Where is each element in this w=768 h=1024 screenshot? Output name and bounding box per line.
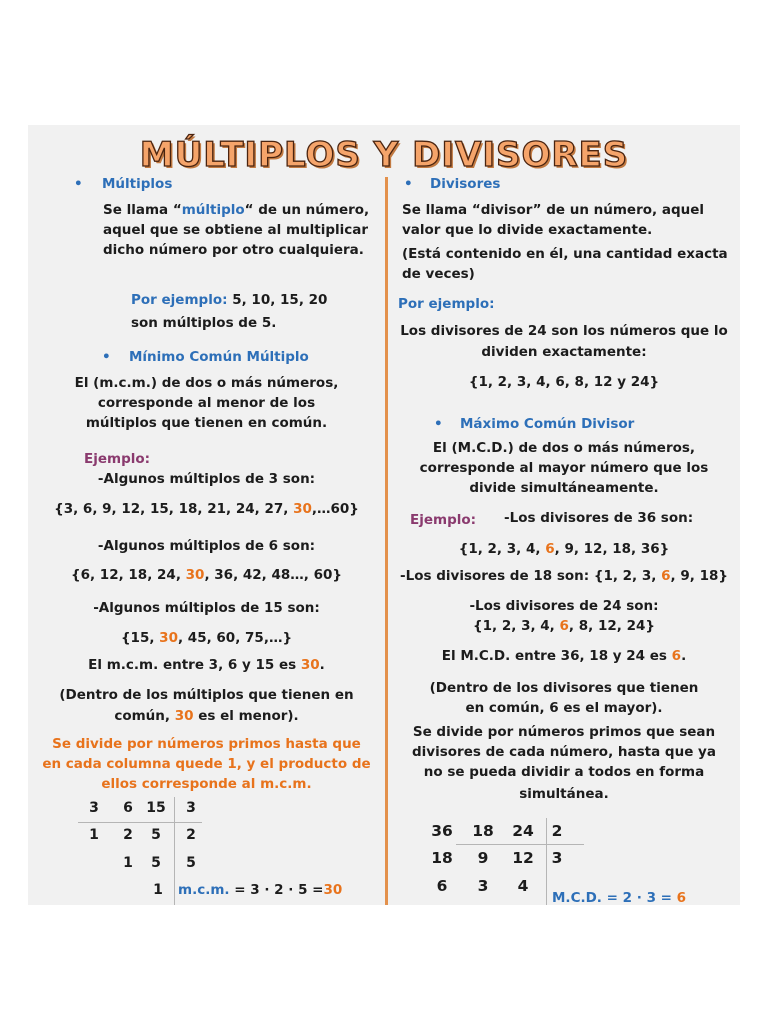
ejemplo-label-right: Ejemplo: [410, 512, 477, 528]
divisor-definition-line4: de veces) [402, 266, 475, 282]
mcm-divisor: 3 [186, 800, 196, 816]
mcm-divisor: 5 [186, 855, 196, 871]
mcd-divisor: 2 [551, 822, 563, 840]
mcd-table-cell: 18 [472, 822, 494, 840]
mcd-note-line2: en común, 6 es el mayor). [465, 700, 663, 716]
highlight-value: 6 [661, 568, 671, 584]
set-text: {6, 12, 18, 24, [70, 567, 186, 583]
multiplo-definition-line3: dicho número por otro cualquiera. [103, 242, 364, 258]
result-formula: M.C.D. = 2 · 3 = [552, 890, 677, 905]
mcd-table-vertical-rule [546, 818, 547, 905]
mcd-definition-line2: corresponde al mayor número que los [419, 460, 709, 476]
mcm-table-vertical-rule [174, 797, 175, 905]
mcd-table-cell: 4 [517, 877, 529, 895]
mcm-table-result [178, 881, 342, 899]
divisor-example-line1: Los divisores de 24 son los números que lo [400, 323, 728, 339]
mcm-table-cell: 6 [123, 800, 133, 816]
def-text: Se llama “ [103, 202, 182, 218]
multiples-of-3-set [28, 500, 385, 518]
highlight-value: 30 [174, 708, 194, 724]
mcm-note-line2 [28, 707, 385, 725]
result-text: El m.c.m. entre 3, 6 y 15 es [88, 657, 301, 673]
set-text: {1, 2, 3, 4, [458, 541, 546, 557]
mcm-table-cell: 1 [89, 827, 99, 843]
mcm-note-line1: (Dentro de los múltiplos que tienen en [59, 687, 354, 703]
set-text: , 45, 60, 75,…} [177, 630, 293, 646]
result-text: El M.C.D. entre 36, 18 y 24 es [441, 648, 672, 664]
bullet-mcd: • [434, 416, 443, 432]
mcm-method-line1: Se divide por números primos hasta que [52, 736, 361, 752]
multiples-of-15-title: -Algunos múltiplos de 15 son: [93, 600, 320, 616]
example-values: 5, 10, 15, 20 [227, 292, 328, 308]
result-label: m.c.m. [178, 882, 230, 898]
divisor-definition-line2: valor que lo divide exactamente. [402, 222, 653, 238]
multiplo-example-line2: son múltiplos de 5. [131, 315, 277, 331]
mcd-divisor: 3 [551, 849, 563, 867]
example-label: Por ejemplo: [131, 292, 228, 308]
note-text: común, [114, 708, 175, 724]
multiples-of-15-set [28, 629, 385, 647]
highlight-value: 30 [159, 630, 178, 646]
bullet-multiplos: • [74, 176, 83, 192]
set-text: , 9, 18} [670, 568, 728, 584]
mcd-note-line1: (Dentro de los divisores que tienen [429, 680, 699, 696]
mcm-table-cell: 5 [151, 827, 161, 843]
mcd-result [388, 647, 740, 665]
mcm-table-cell: 15 [146, 800, 166, 816]
divisors-of-36-title: -Los divisores de 36 son: [504, 510, 694, 526]
mcd-table-cell: 36 [431, 822, 453, 840]
mcd-table-cell: 18 [431, 849, 453, 867]
multiplo-definition-line2: aquel que se obtiene al multiplicar [103, 222, 369, 238]
mcd-table-result [552, 889, 686, 905]
note-text: es el menor). [193, 708, 299, 724]
mcd-table-cell: 9 [477, 849, 489, 867]
heading-divisores: Divisores [430, 176, 501, 192]
multiples-of-6-set [28, 566, 385, 584]
set-text: , 9, 12, 18, 36} [554, 541, 670, 557]
mcd-definition-line3: divide simultáneamente. [469, 480, 659, 496]
set-text: -Los divisores de 18 son: {1, 2, 3, [400, 568, 662, 584]
set-text: {3, 6, 9, 12, 15, 18, 21, 24, 27, [54, 501, 294, 517]
mcm-table-cell: 3 [89, 800, 99, 816]
ejemplo-label-left: Ejemplo: [84, 451, 151, 467]
set-text: {1, 2, 3, 4, [473, 618, 560, 634]
mcd-table-horizontal-rule [456, 844, 584, 845]
mcm-result [28, 656, 385, 674]
set-text: , 36, 42, 48…, 60} [204, 567, 343, 583]
mcm-method-line2: en cada columna quede 1, y el producto de [42, 756, 371, 772]
divisor-example-line3: {1, 2, 3, 4, 6, 8, 12 y 24} [468, 374, 660, 390]
heading-mcd: Máximo Común Divisor [460, 416, 635, 432]
mcd-method-line3: no se pueda dividir a todos en forma [423, 764, 705, 780]
multiplo-example-line1 [131, 291, 327, 309]
mcd-table-cell: 3 [477, 877, 489, 895]
divisor-example-label: Por ejemplo: [398, 296, 495, 312]
mcm-method-line3: ellos corresponde al m.c.m. [101, 776, 312, 792]
divisors-of-36-set [388, 540, 740, 558]
mcm-table-cell: 1 [153, 882, 163, 898]
set-text: ,…60} [311, 501, 359, 517]
bullet-mcm: • [102, 349, 111, 365]
multiples-of-3-title: -Algunos múltiplos de 3 son: [97, 471, 316, 487]
mcd-method-line1: Se divide por números primos que sean [412, 724, 716, 740]
mcd-table-cell: 6 [436, 877, 448, 895]
multiplo-definition-line1 [103, 201, 369, 219]
highlight-value: 6 [671, 648, 682, 664]
mcm-definition-line2: corresponde al menor de los [97, 395, 316, 411]
page-title: MÚLTIPLOS Y DIVISORES [139, 135, 629, 175]
mcd-table-cell: 24 [512, 822, 534, 840]
divisor-example-line2: dividen exactamente: [481, 344, 647, 360]
divisors-of-24-title: -Los divisores de 24 son: [469, 598, 659, 614]
mcm-table-cell: 5 [151, 855, 161, 871]
mcm-divisor: 2 [186, 827, 196, 843]
highlight-value: 30 [185, 567, 205, 583]
heading-multiplos: Múltiplos [102, 176, 173, 192]
worksheet [28, 125, 740, 905]
divisors-of-18-line [386, 567, 740, 585]
mcd-method-line4: simultánea. [519, 786, 609, 802]
divisors-of-24-set [388, 617, 740, 635]
mcm-table-cell: 1 [123, 855, 133, 871]
highlight-value: 6 [559, 618, 569, 634]
result-text: . [681, 648, 687, 664]
highlight-value: 6 [545, 541, 555, 557]
def-keyword: múltiplo [181, 202, 245, 218]
mcm-definition-line3: múltiplos que tienen en común. [85, 415, 328, 431]
highlight-value: 30 [293, 501, 312, 517]
divisor-definition-line1: Se llama “divisor” de un número, aquel [402, 202, 705, 218]
result-value: 30 [323, 882, 343, 898]
mcm-table-horizontal-rule [78, 822, 202, 823]
heading-mcm: Mínimo Común Múltiplo [129, 349, 309, 365]
mcm-table-cell: 2 [123, 827, 133, 843]
divisor-definition-line3: (Está contenido en él, una cantidad exacta [402, 246, 728, 262]
mcd-method-line2: divisores de cada número, hasta que ya [412, 744, 716, 760]
multiples-of-6-title: -Algunos múltiplos de 6 son: [97, 538, 316, 554]
bullet-divisores: • [404, 176, 413, 192]
mcd-table-cell: 12 [512, 849, 534, 867]
highlight-value: 30 [300, 657, 320, 673]
result-formula: = 3 · 2 · 5 = [229, 882, 324, 898]
set-text: , 8, 12, 24} [568, 618, 655, 634]
def-text: “ de un número, [244, 202, 370, 218]
mcm-definition-line1: El (m.c.m.) de dos o más números, [74, 375, 339, 391]
result-text: . [319, 657, 325, 673]
set-text: {15, [120, 630, 160, 646]
result-value: 6 [676, 890, 687, 905]
mcd-definition-line1: El (M.C.D.) de dos o más números, [432, 440, 696, 456]
